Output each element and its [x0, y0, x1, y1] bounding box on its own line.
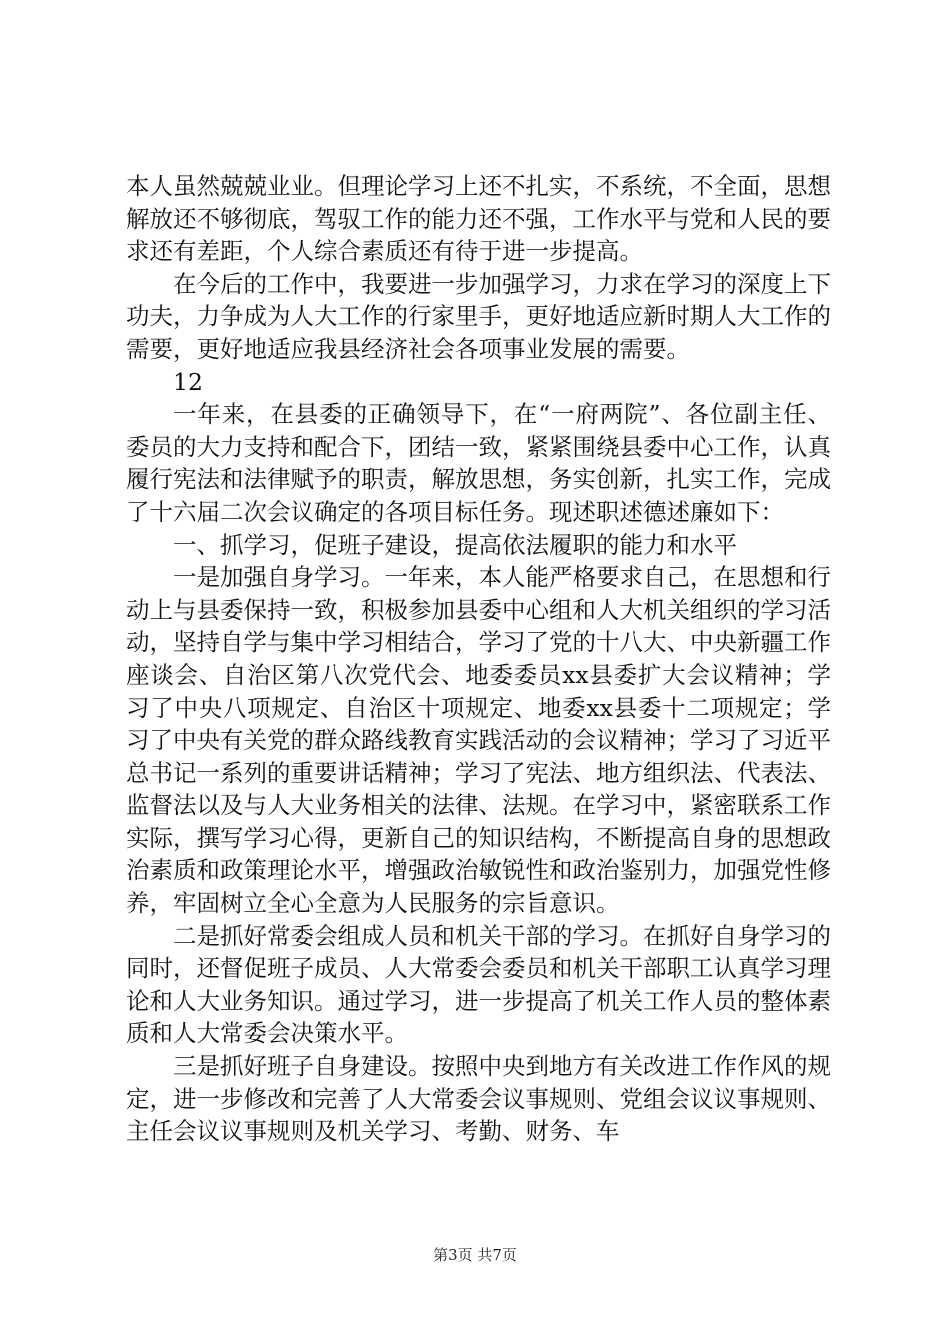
paragraph-4: 一是加强自身学习。一年来，本人能严格要求自己，在思想和行动上与县委保持一致，积极参加县委中心组和人大机关组织的学习活动，坚持自学与集中学习相结合，学习了党的十八大、中央新疆工作座谈会、自治区第八次党代会、地委委员xx县委扩大会议精神；学习了中央八项规定、自治区十项规定、地委xx县委十二项规定；学习了中央有关党的群众路线教育实践活动的会议精神；学习了习近平总书记一系列的重要讲话精神；学习了宪法、地方组织法、代表法、监督法以及与人大业务相关的法律、法规。在学习中，紧密联系工作实际，撰写学习心得，更新自己的知识结构，不断提高自身的思想政治素质和政策理论水平，增强政治敏锐性和政治鉴别力，加强党性修养，牢固树立全心全意为人民服务的宗旨意识。 — [126, 563, 831, 918]
paragraph-6: 三是抓好班子自身建设。按照中央到地方有关改进工作作风的规定，进一步修改和完善了人大常委会议事规则、党组会议议事规则、主任会议议事规则及机关学习、考勤、财务、车 — [126, 1052, 831, 1146]
paragraph-3: 一年来，在县委的正确领导下，在“一府两院”、各位副主任、委员的大力支持和配合下，团结一致，紧紧围绕县委中心工作，认真履行宪法和法律赋予的职责，解放思想，务实创新，扎实工作，完成了十六届二次会议确定的各项目标任务。现述职述德述廉如下： — [126, 400, 831, 526]
paragraph-5: 二是抓好常委会组成人员和机关干部的学习。在抓好自身学习的同时，还督促班子成员、人大常委会委员和机关干部职工认真学习理论和人大业务知识。通过学习，进一步提高了机关工作人员的整体素质和人大常委会决策水平。 — [126, 921, 831, 1048]
document-body — [126, 170, 831, 1148]
section-heading: 一、抓学习，促班子建设，提高依法履职的能力和水平 — [173, 530, 737, 559]
paragraph-1: 本人虽然兢兢业业。但理论学习上还不扎实，不系统，不全面，思想解放还不够彻底，驾驭工作的能力还不强，工作水平与党和人民的要求还有差距，个人综合素质还有待于进一步提高。 — [126, 172, 831, 266]
paragraph-number: 12 — [173, 367, 203, 396]
paragraph-2: 在今后的工作中，我要进一步加强学习，力求在学习的深度上下功夫，力争成为人大工作的行家里手，更好地适应新时期人大工作的需要，更好地适应我县经济社会各项事业发展的需要。 — [126, 269, 831, 363]
page-footer: 第3页 共7页 — [433, 1246, 517, 1264]
